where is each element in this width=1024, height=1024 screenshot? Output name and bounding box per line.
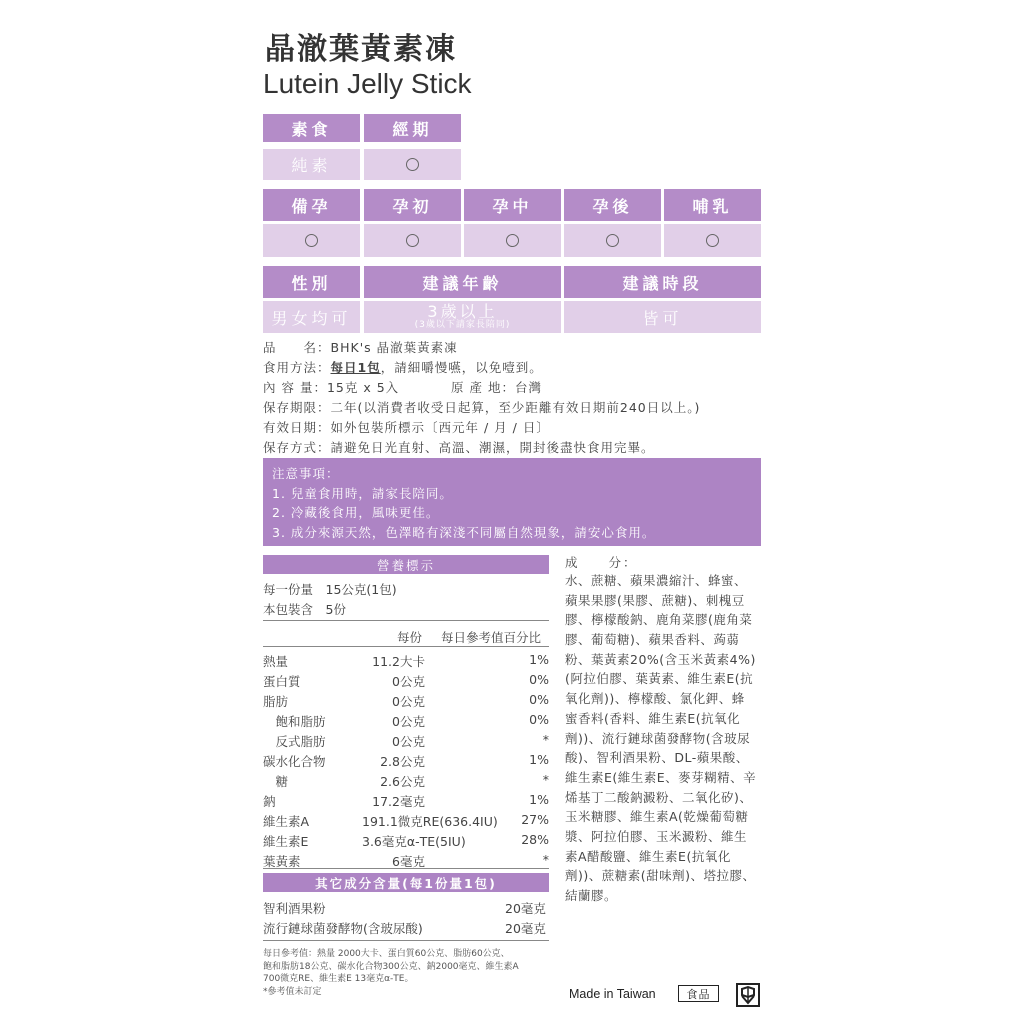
info-origin-value: 台灣	[514, 380, 542, 395]
value-breastfeeding	[664, 224, 761, 257]
other-content-title: 其它成分含量(每1份量1包)	[263, 873, 549, 892]
nutrient-name: 飽和脂肪	[263, 714, 326, 729]
value-gender: 男女均可	[263, 301, 360, 333]
footnote-line: *參考值未訂定	[263, 986, 322, 997]
ingredients-line: 劑))、流行鏈球菌發酵物(含玻尿	[565, 730, 751, 746]
nutrient-daily-value: *	[542, 732, 549, 747]
header-mid-pregnancy: 孕中	[464, 189, 561, 221]
nutrient-value: 0公克	[392, 694, 425, 709]
info-usage-bold: 每日1包	[330, 360, 381, 375]
food-label: 食品	[678, 985, 719, 1002]
nutrient-value: 2.6公克	[380, 774, 425, 789]
info-expiry	[263, 418, 550, 436]
nutrient-name: 糖	[263, 774, 289, 789]
ingredients-line: 烯基丁二酸鈉澱粉、二氧化矽)、	[565, 789, 753, 805]
nutrient-name: 碳水化合物	[263, 754, 326, 769]
nutrient-name: 蛋白質	[263, 674, 301, 689]
ingredients-line: 膠、檸檬酸鈉、鹿角菜膠(鹿角菜	[565, 612, 753, 628]
notice-box	[263, 458, 761, 546]
header-recommended-time: 建議時段	[564, 266, 761, 298]
divider	[263, 646, 549, 647]
ingredients-line: 素A醋酸鹽、維生素E(抗氧化	[565, 848, 731, 864]
header-early-pregnancy: 孕初	[364, 189, 461, 221]
info-name-value: BHK's 晶澈葉黃素凍	[330, 340, 458, 355]
value-vegetarian: 純素	[263, 149, 360, 180]
ingredients-line: 劑))、蔗糖素(甜味劑)、塔拉膠、	[565, 868, 756, 884]
footnote	[263, 948, 519, 998]
ingredients-title: 成 分：	[565, 555, 638, 570]
info-usage-rest: ，請細嚼慢嚥，以免噎到。	[380, 360, 543, 375]
nutrient-daily-value: 28%	[521, 832, 549, 847]
header-breastfeeding: 哺乳	[664, 189, 761, 221]
ingredients-line: (阿拉伯膠、葉黃素、維生素E(抗	[565, 671, 754, 687]
footnote-line: 700微克RE、維生素E 13毫克α-TE。	[263, 974, 414, 984]
value-recommended-time: 皆可	[564, 301, 761, 333]
product-title-en: Lutein Jelly Stick	[263, 68, 472, 99]
notice-title: 注意事項：	[272, 466, 340, 481]
age-main-text: 3歲以上	[427, 302, 498, 321]
info-storage-label: 保存方式：	[263, 440, 331, 455]
info-storage	[263, 438, 655, 456]
notice-item: 3. 成分來源天然，色澤略有深淺不同屬自然現象，請安心食用。	[272, 524, 656, 540]
info-shelf-life	[263, 398, 700, 416]
ingredients-line: 漿、阿拉伯膠、玉米澱粉、維生	[565, 828, 748, 844]
value-mid-pregnancy	[464, 224, 561, 257]
divider	[263, 620, 549, 621]
nutrient-value: 0公克	[392, 714, 425, 729]
ingredients-line: 水、蔗糖、蘋果濃縮汁、蜂蜜、	[565, 573, 748, 588]
ingredients-line: 玉米糖膠、維生素A(乾燥葡萄糖	[565, 809, 749, 825]
nutrient-daily-value: 0%	[529, 692, 549, 707]
ingredients-list	[565, 571, 765, 906]
nutrient-daily-value: 1%	[529, 652, 549, 667]
ingredients-line: 蘋果果膠(果膠、蔗糖)、刺槐豆	[565, 592, 745, 608]
nutrient-daily-value: 0%	[529, 712, 549, 727]
ingredients-line: 維生素E(維生素E、麥芽糊精、辛	[565, 769, 757, 785]
info-expiry-value: 如外包裝所標示〔西元年 / 月 / 日〕	[330, 420, 550, 435]
nutrient-value: 17.2毫克	[372, 794, 425, 809]
info-origin-label: 原 產 地：	[451, 380, 515, 395]
nutrient-name: 鈉	[263, 794, 276, 809]
info-name	[263, 338, 458, 356]
value-late-pregnancy	[564, 224, 661, 257]
col-per-serving: 每份	[397, 630, 423, 645]
nutrient-value: 2.8公克	[380, 754, 425, 769]
nutrient-name: 熱量	[263, 654, 289, 669]
circle-mark-icon	[606, 234, 619, 247]
nutrient-name: 維生素E	[263, 834, 309, 849]
ingredients-line: 結蘭膠。	[565, 888, 618, 903]
footnote-line: 飽和脂肪18公克、碳水化合物300公克、鈉2000毫克、維生素A	[263, 961, 519, 972]
circle-mark-icon	[406, 158, 419, 171]
info-content	[263, 378, 399, 396]
ingredients-line: 氧化劑))、檸檬酸、氯化鉀、蜂	[565, 691, 745, 707]
other-row-value: 20毫克	[505, 921, 546, 936]
header-gender: 性別	[263, 266, 360, 298]
notice-item: 1. 兒童食用時，請家長陪同。	[272, 485, 453, 501]
header-preconception: 備孕	[263, 189, 360, 221]
info-shelf-label: 保存期限：	[263, 400, 331, 415]
header-vegetarian: 素食	[263, 114, 360, 142]
product-title-zh: 晶澈葉黃素凍	[265, 32, 457, 67]
recycle-mark-icon	[736, 983, 760, 1007]
info-storage-value: 請避免日光直射、高溫、潮濕，開封後盡快食用完畢。	[330, 440, 655, 455]
info-shelf-value: 二年(以消費者收受日起算，至少距離有效日期前240日以上。)	[330, 400, 701, 415]
nutrient-name: 反式脂肪	[263, 734, 326, 749]
info-name-label: 品 名：	[263, 340, 331, 355]
nutrient-name: 維生素A	[263, 814, 310, 829]
nutrient-daily-value: *	[542, 772, 549, 787]
value-preconception	[263, 224, 360, 257]
nutrition-title: 營養標示	[263, 555, 549, 574]
nutrient-daily-value: 1%	[529, 752, 549, 767]
info-content-label: 內 容 量：	[263, 380, 327, 395]
nutrient-daily-value: 1%	[529, 792, 549, 807]
info-content-value: 15克 x 5入	[326, 380, 400, 395]
nutrient-name: 脂肪	[263, 694, 289, 709]
value-menstruation	[364, 149, 461, 180]
other-row-value: 20毫克	[505, 901, 546, 916]
nutrient-value: 0公克	[392, 674, 425, 689]
other-row-name: 智利酒果粉	[263, 901, 326, 916]
nutrient-value: 11.2大卡	[372, 654, 425, 669]
info-usage-label: 食用方法：	[263, 360, 331, 375]
footnote-line: 每日參考值：熱量 2000大卡、蛋白質60公克、脂肪60公克、	[263, 949, 510, 959]
header-late-pregnancy: 孕後	[564, 189, 661, 221]
nutrient-daily-value: 0%	[529, 672, 549, 687]
serving-size: 每一份量 15公克(1包)	[263, 582, 397, 597]
circle-mark-icon	[506, 234, 519, 247]
value-recommended-age	[364, 301, 561, 333]
circle-mark-icon	[406, 234, 419, 247]
header-menstruation: 經期	[364, 114, 461, 142]
nutrient-value: 6毫克	[392, 854, 425, 869]
ingredients-line: 膠、葡萄糖)、蘋果香料、蒟蒻	[565, 632, 740, 648]
header-recommended-age: 建議年齡	[364, 266, 561, 298]
other-row-name: 流行鏈球菌發酵物(含玻尿酸)	[263, 921, 423, 936]
info-usage	[263, 358, 543, 376]
info-origin	[451, 378, 542, 396]
ingredients-line: 粉、葉黃素20%(含玉米黃素4%)	[565, 651, 756, 667]
nutrient-value: 191.1微克RE(636.4IU)	[362, 814, 498, 829]
nutrient-name: 葉黃素	[263, 854, 301, 869]
ingredients-line: 蜜香料(香料、維生素E(抗氧化	[565, 710, 741, 726]
col-daily-value: 每日參考值百分比	[441, 630, 542, 645]
info-expiry-label: 有效日期：	[263, 420, 331, 435]
circle-mark-icon	[706, 234, 719, 247]
divider	[263, 940, 549, 941]
nutrient-value: 3.6毫克α-TE(5IU)	[362, 834, 466, 849]
ingredients-line: 酸)、智利酒果粉、DL-蘋果酸、	[565, 750, 749, 766]
nutrient-daily-value: *	[542, 852, 549, 867]
notice-item: 2. 冷藏後食用，風味更佳。	[272, 505, 440, 520]
nutrient-value: 0公克	[392, 734, 425, 749]
nutrient-daily-value: 27%	[521, 812, 549, 827]
value-early-pregnancy	[364, 224, 461, 257]
divider	[263, 868, 549, 869]
circle-mark-icon	[305, 234, 318, 247]
age-sub-text: (3歲以下請家長陪同)	[414, 320, 511, 330]
made-in-label: Made in Taiwan	[569, 987, 656, 1001]
servings-per-pack: 本包裝含 5份	[263, 602, 346, 617]
